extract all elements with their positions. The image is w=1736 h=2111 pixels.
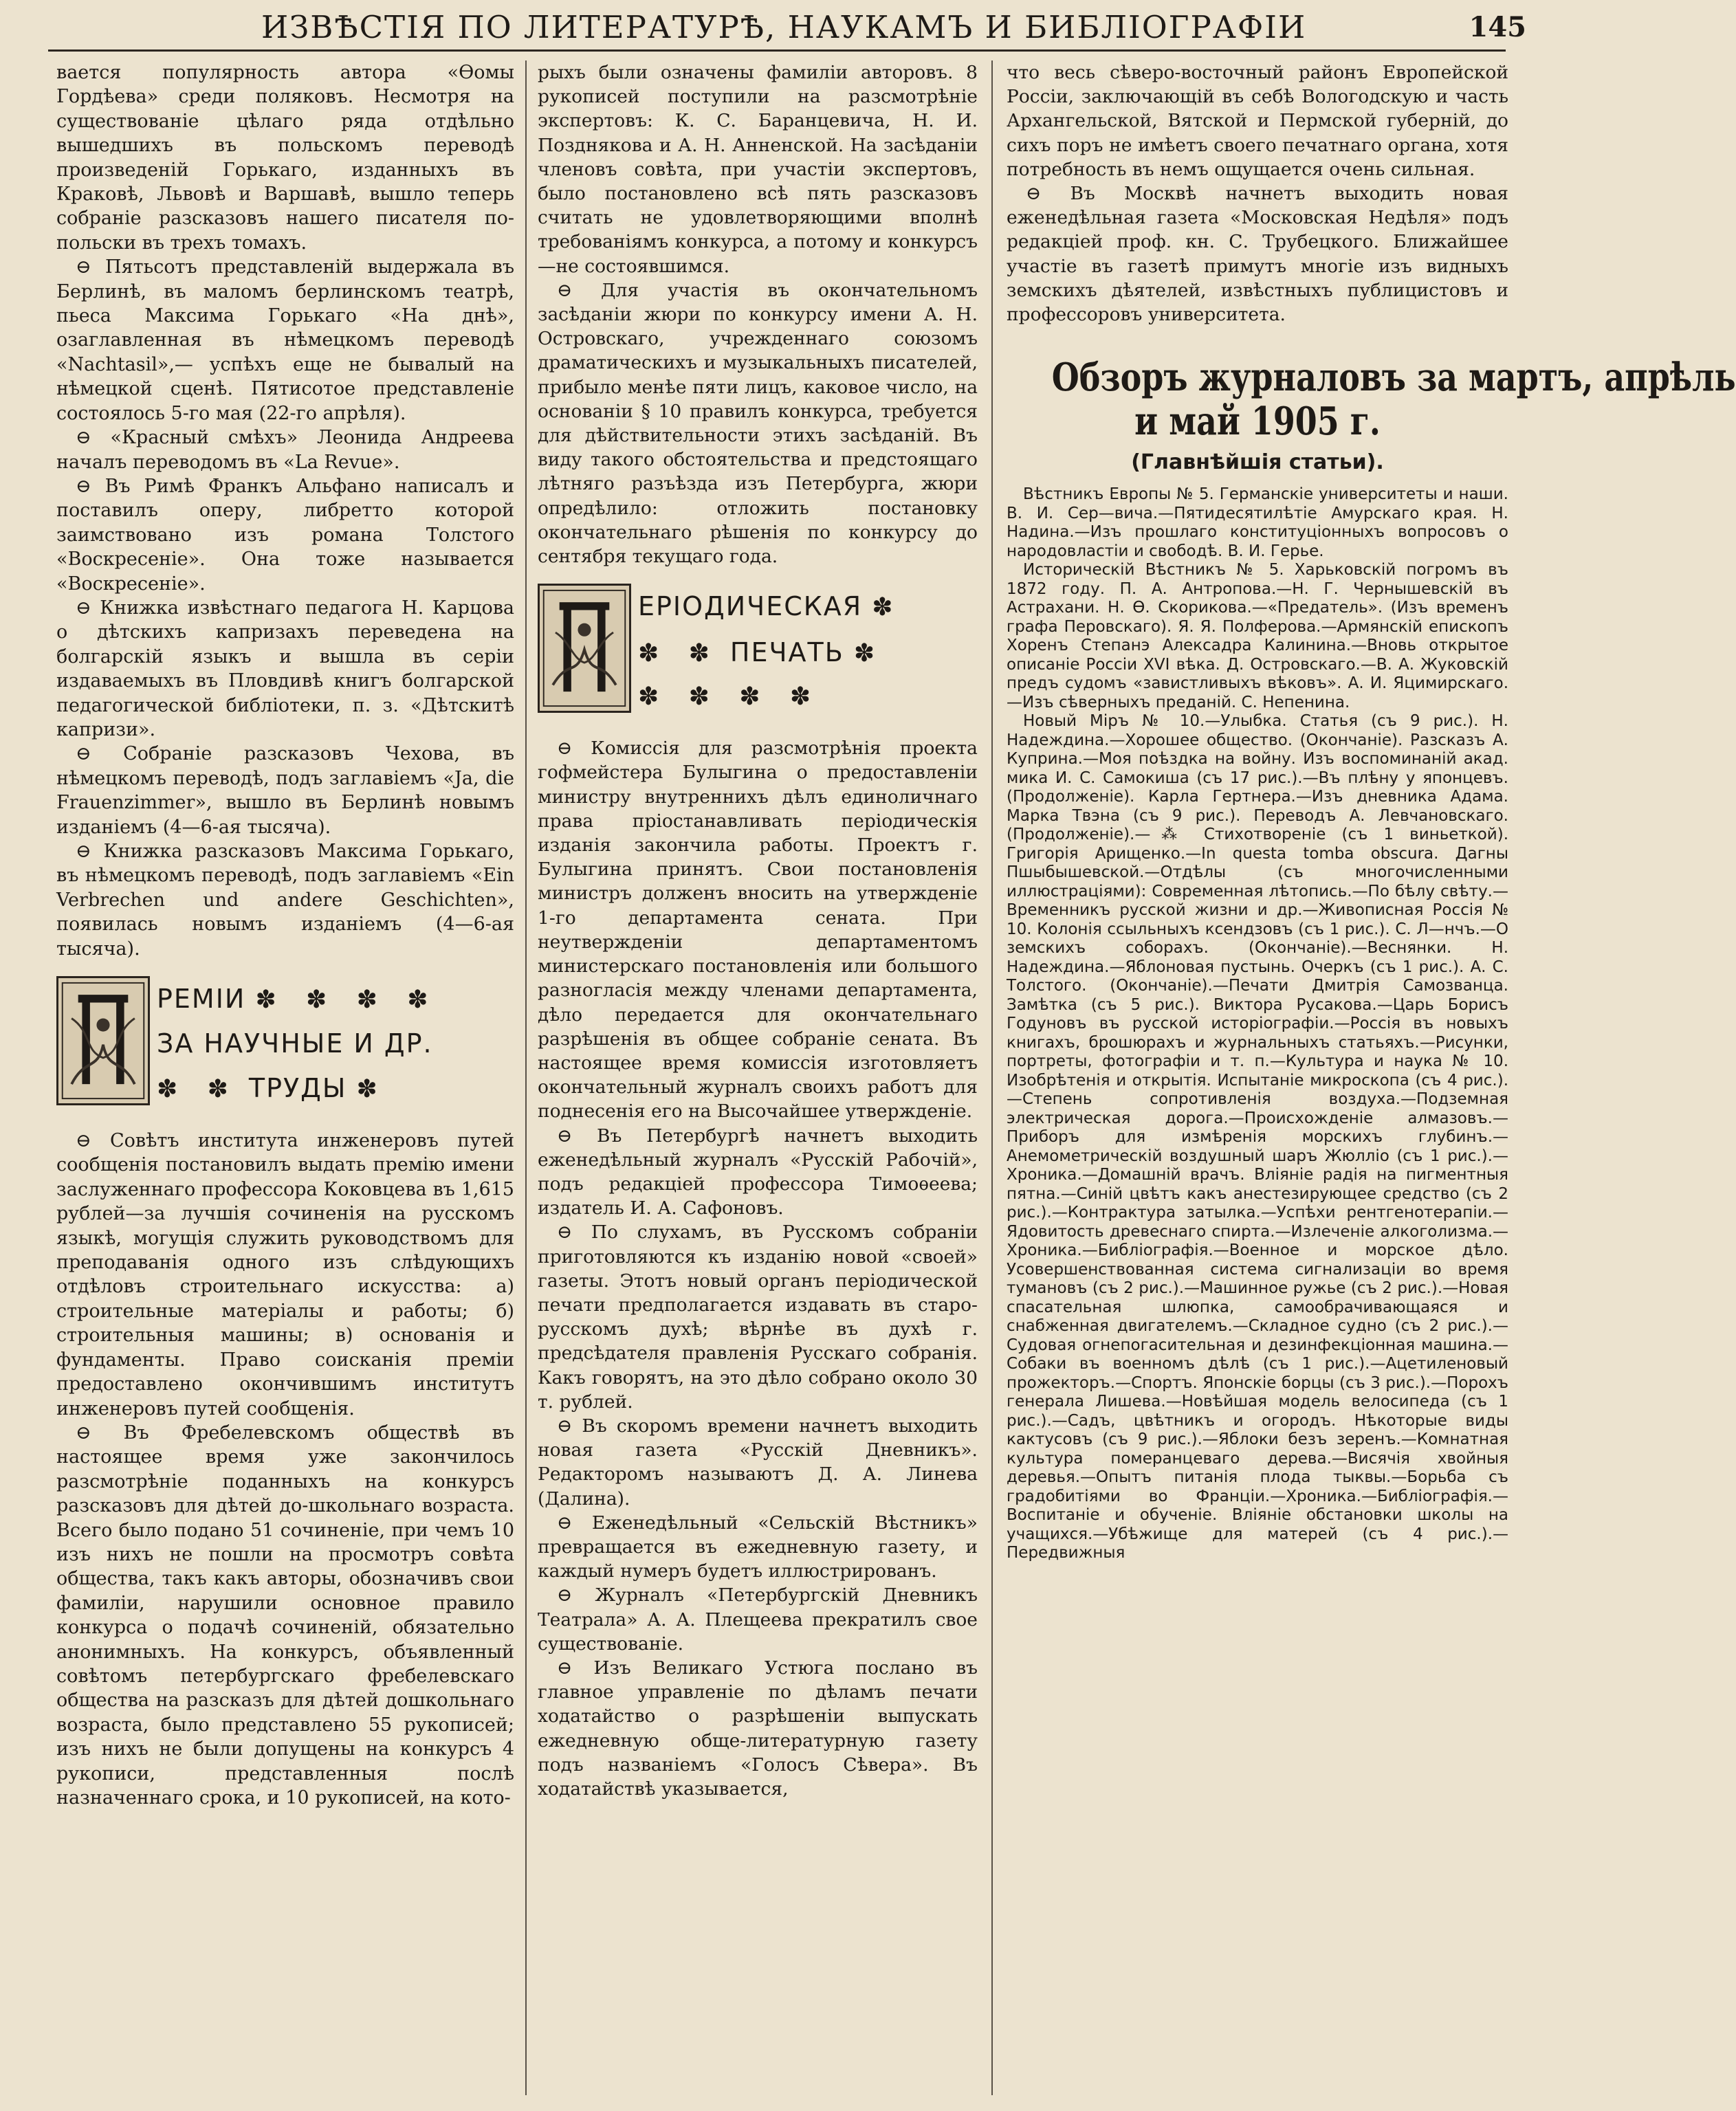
review-title-line: Обзоръ журналовъ за мартъ, апрѣль	[1051, 355, 1736, 401]
section-heading-premii	[56, 976, 514, 1111]
page-number: 145	[1469, 11, 1526, 43]
star-ornament-icon: ✽ ✽ ✽ ✽	[255, 985, 439, 1014]
journal-review-entry: Историческій Вѣстникъ № 5. Харьковскій погромъ въ 1872 году. П. А. Антропова.—Н. Г. Чернышевскій въ Астрахани. Н. Ѳ. Скорикова.—«Предатель». (Изъ временъ графа Перовскаго). Я. Я. Полферова.—Армянскій епископъ Хоренъ Степанэ Алексадра Калинина.—Вновь открытое описаніе Россіи XVI вѣка. Д. Островскаго.—В. А. Жуковскій предъ судомъ «завистливыхъ вѣковъ». А. И. Яцимирскаго.—Изъ сѣверныхъ преданій. С. Непенина.	[1007, 561, 1508, 711]
paragraph: ⊖ Совѣтъ института инженеровъ путей сообщенія постановилъ выдать премію имени заслуженнаго профессора Коковцева въ 1,615 рублей—за лучшія сочиненія на русскомъ языкѣ, могущія служить руководствомъ для преподаванія одного изъ слѣдующихъ отдѣловъ строительнаго искусства: а) строительные матеріалы и работы; б) строительныя машины; в) основанія и фундаменты. Право соисканія преміи предоставлено окончившимъ институтъ инженеровъ путей сообщенія.	[56, 1130, 514, 1419]
section-title: РЕМІИ	[157, 983, 246, 1014]
section-title-line-2: ЗА НАУЧНЫЕ И ДР.	[157, 1028, 433, 1059]
paragraph: ⊖ Изъ Великаго Устюга послано въ главное управленіе по дѣламъ печати ходатайство о разрѣшеніи выпускать ежедневную обще-литературную газету подъ названіемъ «Голосъ Сѣвера». Въ ходатайствѣ указывается,	[538, 1657, 978, 1800]
section-title-line-2	[638, 637, 978, 667]
column-rule	[525, 60, 527, 2095]
review-title	[1051, 355, 1736, 445]
paragraph: ⊖ Въ Москвѣ начнетъ выходить новая еженедѣльная газета «Московская Недѣля» подъ редакціей проф. кн. С. Трубецкого. Ближайшее участіе въ газетѣ примутъ многіе изъ видныхъ земскихъ дѣятелей, извѣстныхъ публицистовъ и профессоровъ университета.	[1007, 183, 1508, 326]
section-title: ЕРІОДИЧЕСКАЯ	[638, 591, 863, 622]
column-3	[1007, 60, 1736, 2102]
star-ornament-icon: ✽ ✽	[638, 639, 721, 667]
paragraph: ⊖ Книжка разсказовъ Максима Горькаго, въ нѣмецкомъ переводѣ, подъ заглавіемъ «Ein Verbrechen und andere Geschichten», появилась новымъ изданіемъ (4—6-ая тысяча).	[56, 841, 514, 960]
paragraph: ⊖ Книжка извѣстнаго педагога Н. Карцова о дѣтскихъ капризахъ переведена на болгарскій языкъ и вышла въ серіи издаваемыхъ въ Пловдивѣ книгъ болгарской педагогической библіотеки, п. з. «Дѣтскитѣ капризи».	[56, 597, 514, 740]
paragraph: ⊖ Для участія въ окончательномъ засѣданіи жюри по конкурсу имени А. Н. Островскаго, учрежденнаго союзомъ драматическихъ и музыкальныхъ писателей, прибыло менѣе пяти лицъ, каковое число, на основаніи § 10 правилъ конкурса, требуется для дѣйствительности этихъ засѣданій. Въ виду такого обстоятельства и предстоящаго лѣтняго разъѣзда изъ Петербурга, жюри опредѣлило: отложить постановку окончательнаго рѣшенія по конкурсу до сентября текущаго года.	[538, 279, 978, 568]
column-2	[538, 60, 978, 2102]
review-title-line: и май 1905 г.	[1134, 399, 1381, 445]
paragraph: ⊖ Пятьсотъ представленій выдержала въ Берлинѣ, въ маломъ берлинскомъ театрѣ, пьеса Максима Горькаго «На днѣ», озаглавленная въ нѣмецкомъ переводѣ «Nachtasil»,— успѣхъ еще не бывалый на нѣмецкой сценѣ. Пятисотое представленіе состоялось 5-го мая (22-го апрѣля).	[56, 256, 514, 424]
paragraph: ⊖ Въ Фребелевскомъ обществѣ въ настоящее время уже закончилось разсмотрѣніе поданныхъ на конкурсъ разсказовъ для дѣтей до-школьнаго возраста. Всего было подано 51 сочиненіе, при чемъ 10 изъ нихъ не пошли на просмотръ совѣта общества, такъ какъ авторы, обозначивъ свои фамиліи, нарушили основное правило конкурса о подачѣ сочиненій, обязательно анонимныхъ. На конкурсъ, объявленный совѣтомъ петербургскаго фребелевскаго общества на разсказъ для дѣтей дошкольнаго возраста, было представлено 55 рукописей; изъ нихъ не были допущены на конкурсъ 4 рукописи, представленныя послѣ назначеннаго срока, и 10 рукописей, на кото-	[56, 1422, 514, 1809]
header-rule	[48, 49, 1506, 52]
star-ornament-icon: ✽ ✽ ✽ ✽	[638, 683, 822, 711]
section-title: ТРУДЫ	[248, 1073, 347, 1104]
section-heading-periodika	[538, 584, 978, 718]
column-1	[56, 60, 514, 2102]
section-title-line	[638, 591, 978, 621]
running-header: ИЗВѢСТІЯ ПО ЛИТЕРАТУРѢ, НАУКАМЪ И БИБЛІОГРАФІИ	[261, 9, 1307, 45]
paragraph: ⊖ Еженедѣльный «Сельскій Вѣстникъ» превращается въ ежедневную газету, и каждый нумеръ будетъ иллюстрированъ.	[538, 1512, 978, 1582]
journal-review-entry: Новый Міръ № 10.—Улыбка. Статья (съ 9 рис.). Н. Надеждина.—Хорошее общество. (Окончаніе). Разсказъ А. Куприна.—Моя поѣздка на войну. Изъ воспоминаній акад. мика И. С. Самокиша (съ 17 рис.).—Въ плѣну у японцевъ. (Продолженіе). Карла Гертнера.—Изъ дневника Адама. Марка Твэна (съ 9 рис.). Переводъ А. Левчановскаго. (Продолженіе).—⁂ Стихотвореніе (съ 1 виньеткой). Григорія Арищенко.—In questa tomba obscura. Дагны Пшыбышевской.—Отдѣлы (съ многочисленными иллюстраціями): Современная лѣтопись.—По бѣлу свѣту.—Временникъ русской жизни и др.—Живописная Россія № 10. Колонія ссыльныхъ ксендзовъ (съ 1 рис.). С. Л—нчъ.—О земскихъ соборахъ. (Окончаніе).—Веснянки. Н. Надеждина.—Яблоновая пустынь. Очеркъ (съ 1 рис.). А. С. Толстого. (Окончаніе).—Печати Дмитрія Самозванца. Замѣтка (съ 5 рис.). Виктора Русакова.—Царь Борисъ Годуновъ въ русской исторіографіи.—Россія въ новыхъ книгахъ, брошюрахъ и журнальныхъ статьяхъ.—Рисунки, портреты, фотографіи и т. п.—Культура и наука № 10. Изобрѣтенія и открытія. Испытаніе микроскопа (съ 4 рис.).—Степень сопротивленія воздуха.—Подземная электрическая дорога.—Происхожденіе алмазовъ.—Приборъ для измѣренія морскихъ глубинъ.—Анемометрическій воздушный шаръ Жюлліо (съ 1 рис.).—Хроника.—Домашній врачъ. Вліяніе радія на пигментныя пятна.—Синій цвѣтъ какъ анестезирующее средство (съ 2 рис.).—Контрактура затылка.—Успѣхи рентгенотерапіи.—Ядовитость древеснаго спирта.—Излеченіе алкоголизма.—Хроника.—Библіографія.—Военное и морское дѣло. Усовершенствованная система сигнализаціи во время тумановъ (съ 2 рис.).—Машинное ружье (съ 2 рис.).—Новая спасательная шлюпка, самообрачивающаяся и снабженная двигателемъ.—Складное судно (съ 2 рис.).—Судовая огнепогасительная и дезинфекціонная машина.—Собаки въ военномъ дѣлѣ (съ 1 рис.).—Ацетиленовый прожекторъ.—Спортъ. Японскіе борцы (съ 3 рис.).—Порохъ генерала Лишева.—Новѣйшая модель велосипеда (съ 1 рис.).—Садъ, цвѣтникъ и огородъ. Нѣкоторые виды кактусовъ (съ 9 рис.).—Яблоки безъ зеренъ.—Комнатная культура померанцеваго дерева.—Висячія хвойныя деревья.—Опытъ питанія плода тыквы.—Борьба съ градобитіями во Франціи.—Хроника.—Библіографія.—Воспитаніе и обученіе. Вліяніе обстановки школы на учащихся.—Убѣжище для матерей (съ 4 рис.).—Передвижныя	[1007, 712, 1508, 1562]
paragraph: что весь сѣверо-восточный районъ Европейской Россіи, заключающій въ себѣ Вологодскую и часть Архангельской, Вятской и Пермской губерній, до сихъ поръ не имѣетъ своего печатнаго органа, хотя потребность въ немъ ощущается очень сильная.	[1007, 62, 1508, 180]
paragraph: ⊖ Журналъ «Петербургскій Дневникъ Театрала» А. А. Плещеева прекратилъ свое существованіе.	[538, 1584, 978, 1655]
decorated-initial-p-icon	[56, 976, 150, 1105]
star-ornament-icon: ✽	[356, 1075, 388, 1104]
section-title: ПЕЧАТЬ	[729, 637, 844, 667]
journal-review-entry: Вѣстникъ Европы № 5. Германскіе университеты и наши. В. И. Сер—вича.—Пятидесятилѣтіе Амурскаго края. Н. Надина.—Изъ прошлаго конституціонныхъ вопросовъ о народовластіи и свободѣ. В. И. Герье.	[1007, 485, 1508, 560]
star-ornament-icon: ✽	[872, 593, 904, 622]
column-rule	[991, 60, 993, 2095]
paragraph: ⊖ «Красный смѣхъ» Леонида Андреева началъ переводомъ въ «La Revue».	[56, 427, 514, 473]
paragraph: ⊖ По слухамъ, въ Русскомъ собраніи приготовляются къ изданію новой «своей» газеты. Этотъ новый органъ періодической печати предполагается издавать въ старо-русскомъ духѣ; вѣрнѣе въ духѣ г. предсѣдателя правленія Русскаго собранія. Какъ говорятъ, на это дѣло собрано около 30 т. рублей.	[538, 1222, 978, 1413]
review-subtitle: (Главнѣйшія статьи).	[1131, 450, 1384, 475]
paragraph: ⊖ Комиссія для разсмотрѣнія проекта гофмейстера Булыгина о предоставленіи министру внутреннихъ дѣлъ единоличнаго права пріостанавливать періодическія изданія закончила работы. Проектъ г. Булыгина принятъ. Свои постановленія министръ долженъ вносить на утвержденіе 1-го департамента сената. При неутвержденіи департаментомъ министерскаго постановленія или большого разногласія между членами департамента, дѣло передается для окончательнаго разрѣшенія въ общее собраніе сената. Въ настоящее время комиссія изготовляетъ окончательный журналъ своихъ работъ для поднесенія его на Высочайшее утвержденіе.	[538, 738, 978, 1123]
paragraph: вается популярность автора «Ѳомы Гордѣева» среди поляковъ. Несмотря на существованіе цѣлаго ряда отдѣльно вышедшихъ въ польскомъ переводѣ произведеній Горькаго, изданныхъ въ Краковѣ, Львовѣ и Варшавѣ, вышло теперь собраніе разсказовъ нашего писателя по-польски въ трехъ томахъ.	[56, 62, 514, 254]
section-title-line-3	[157, 1073, 514, 1103]
paragraph: рыхъ были означены фамиліи авторовъ. 8 рукописей поступили на разсмотрѣніе экспертовъ: К. С. Баранцевича, Н. И. Позднякова и А. Н. Анненской. На засѣданіи членовъ совѣта, при участіи экспертовъ, было постановлено всѣ пять разсказовъ считать не удовлетворяющими вполнѣ требованіямъ конкурса, а потому и конкурсъ—не состоявшимся.	[538, 62, 978, 277]
paragraph: ⊖ Въ скоромъ времени начнетъ выходить новая газета «Русскій Дневникъ». Редакторомъ называютъ Д. А. Линева (Далина).	[538, 1415, 978, 1510]
paragraph: ⊖ Въ Петербургѣ начнетъ выходить еженедѣльный журналъ «Русскій Рабочій», подъ редакціей профессора Тимоѳеева; издатель И. А. Сафоновъ.	[538, 1125, 978, 1219]
section-title-line	[157, 984, 514, 1014]
star-ornament-icon: ✽	[853, 639, 886, 667]
star-ornament-icon: ✽ ✽	[157, 1075, 239, 1104]
decorated-initial-p-icon	[538, 584, 631, 713]
paragraph: ⊖ Собраніе разсказовъ Чехова, въ нѣмецкомъ переводѣ, подъ заглавіемъ «Ja, die Frauenzimmer», вышло въ Берлинѣ новымъ изданіемъ (4—6-ая тысяча).	[56, 743, 514, 838]
paragraph: ⊖ Въ Римѣ Франкъ Альфано написалъ и поставилъ оперу, либретто которой заимствовано изъ романа Толстого «Воскресеніе». Она тоже называется «Воскресеніе».	[56, 475, 514, 595]
